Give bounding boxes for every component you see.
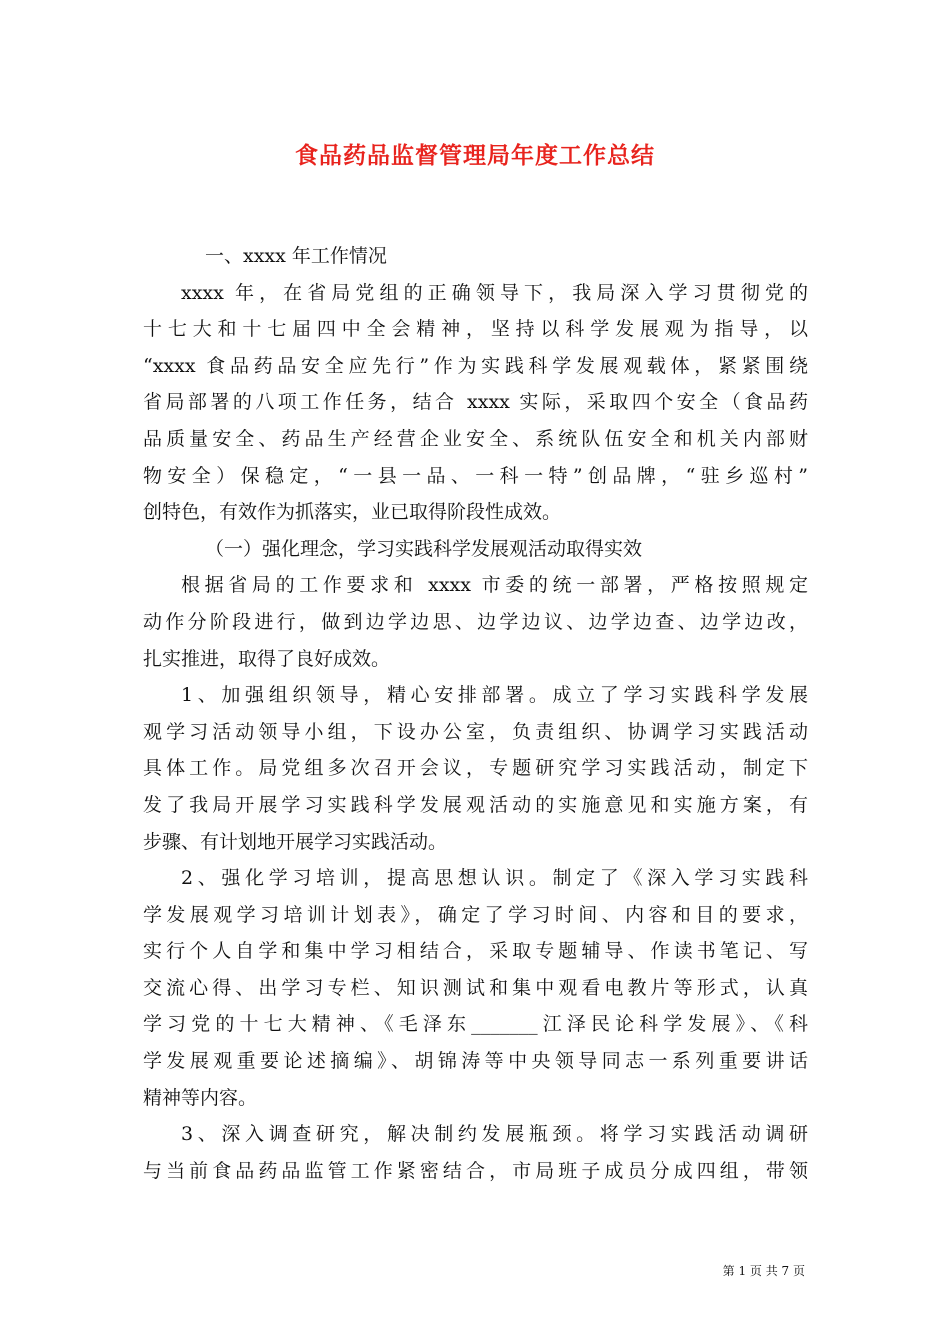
paragraph-line: 学习党的十七大精神、《毛泽东_______江泽民论科学发展》、《科: [143, 1013, 808, 1036]
paragraph-line: 2、强化学习培训，提高思想认识。制定了《深入学习实践科: [181, 867, 808, 890]
paragraph-line: 省局部署的八项工作任务，结合 xxxx 实际，采取四个安全（食品药: [143, 391, 808, 414]
paragraph-line: 观学习活动领导小组，下设办公室，负责组织、协调学习实践活动: [143, 720, 808, 743]
paragraph-line: 3、深入调查研究，解决制约发展瓶颈。将学习实践活动调研: [181, 1123, 808, 1146]
paragraph-line: 十七大和十七届四中全会精神，坚持以科学发展观为指导，以: [143, 318, 808, 341]
paragraph-line: 步骤、有计划地开展学习实践活动。: [143, 830, 448, 853]
paragraph-line: xxxx 年，在省局党组的正确领导下，我局深入学习贯彻党的: [181, 281, 808, 304]
paragraph-line: 扎实推进，取得了良好成效。: [143, 647, 391, 670]
paragraph-line: 具体工作。局党组多次召开会议，专题研究学习实践活动，制定下: [143, 757, 808, 780]
paragraph-line: “xxxx 食品药品安全应先行”作为实践科学发展观载体，紧紧围绕: [143, 354, 808, 377]
paragraph-line: 品质量安全、药品生产经营企业安全、系统队伍安全和机关内部财: [143, 427, 808, 450]
page-number: 第 1 页 共 7 页: [722, 1264, 805, 1278]
section-heading: 一、xxxx 年工作情况: [205, 245, 387, 267]
document-body: [143, 238, 808, 1189]
paragraph-line: 1、加强组织领导，精心安排部署。成立了学习实践科学发展: [181, 684, 808, 707]
paragraph-line: 创特色，有效作为抓落实，业已取得阶段性成效。: [143, 501, 562, 524]
paragraph-line: 物安全）保稳定，“一县一品、一科一特”创品牌，“驻乡巡村”: [143, 464, 808, 487]
paragraph-line: 根据省局的工作要求和 xxxx 市委的统一部署，严格按照规定: [181, 574, 808, 597]
paragraph-line: 与当前食品药品监管工作紧密结合，市局班子成员分成四组，带领: [143, 1159, 808, 1182]
paragraph-line: 动作分阶段进行，做到边学边思、边学边议、边学边查、边学边改，: [143, 610, 808, 633]
subsection-heading: （一）强化理念，学习实践科学发展观活动取得实效: [205, 537, 643, 560]
paragraph-line: 实行个人自学和集中学习相结合，采取专题辅导、作读书笔记、写: [143, 940, 808, 963]
paragraph-line: 发了我局开展学习实践科学发展观活动的实施意见和实施方案，有: [143, 793, 808, 816]
paragraph-line: 学发展观学习培训计划表》，确定了学习时间、内容和目的要求，: [143, 903, 808, 926]
document-title: 食品药品监督管理局年度工作总结: [295, 142, 655, 169]
paragraph-line: 交流心得、出学习专栏、知识测试和集中观看电教片等形式，认真: [143, 976, 808, 999]
paragraph-line: 精神等内容。: [143, 1086, 258, 1109]
paragraph-line: 学发展观重要论述摘编》、胡锦涛等中央领导同志一系列重要讲话: [143, 1050, 808, 1073]
